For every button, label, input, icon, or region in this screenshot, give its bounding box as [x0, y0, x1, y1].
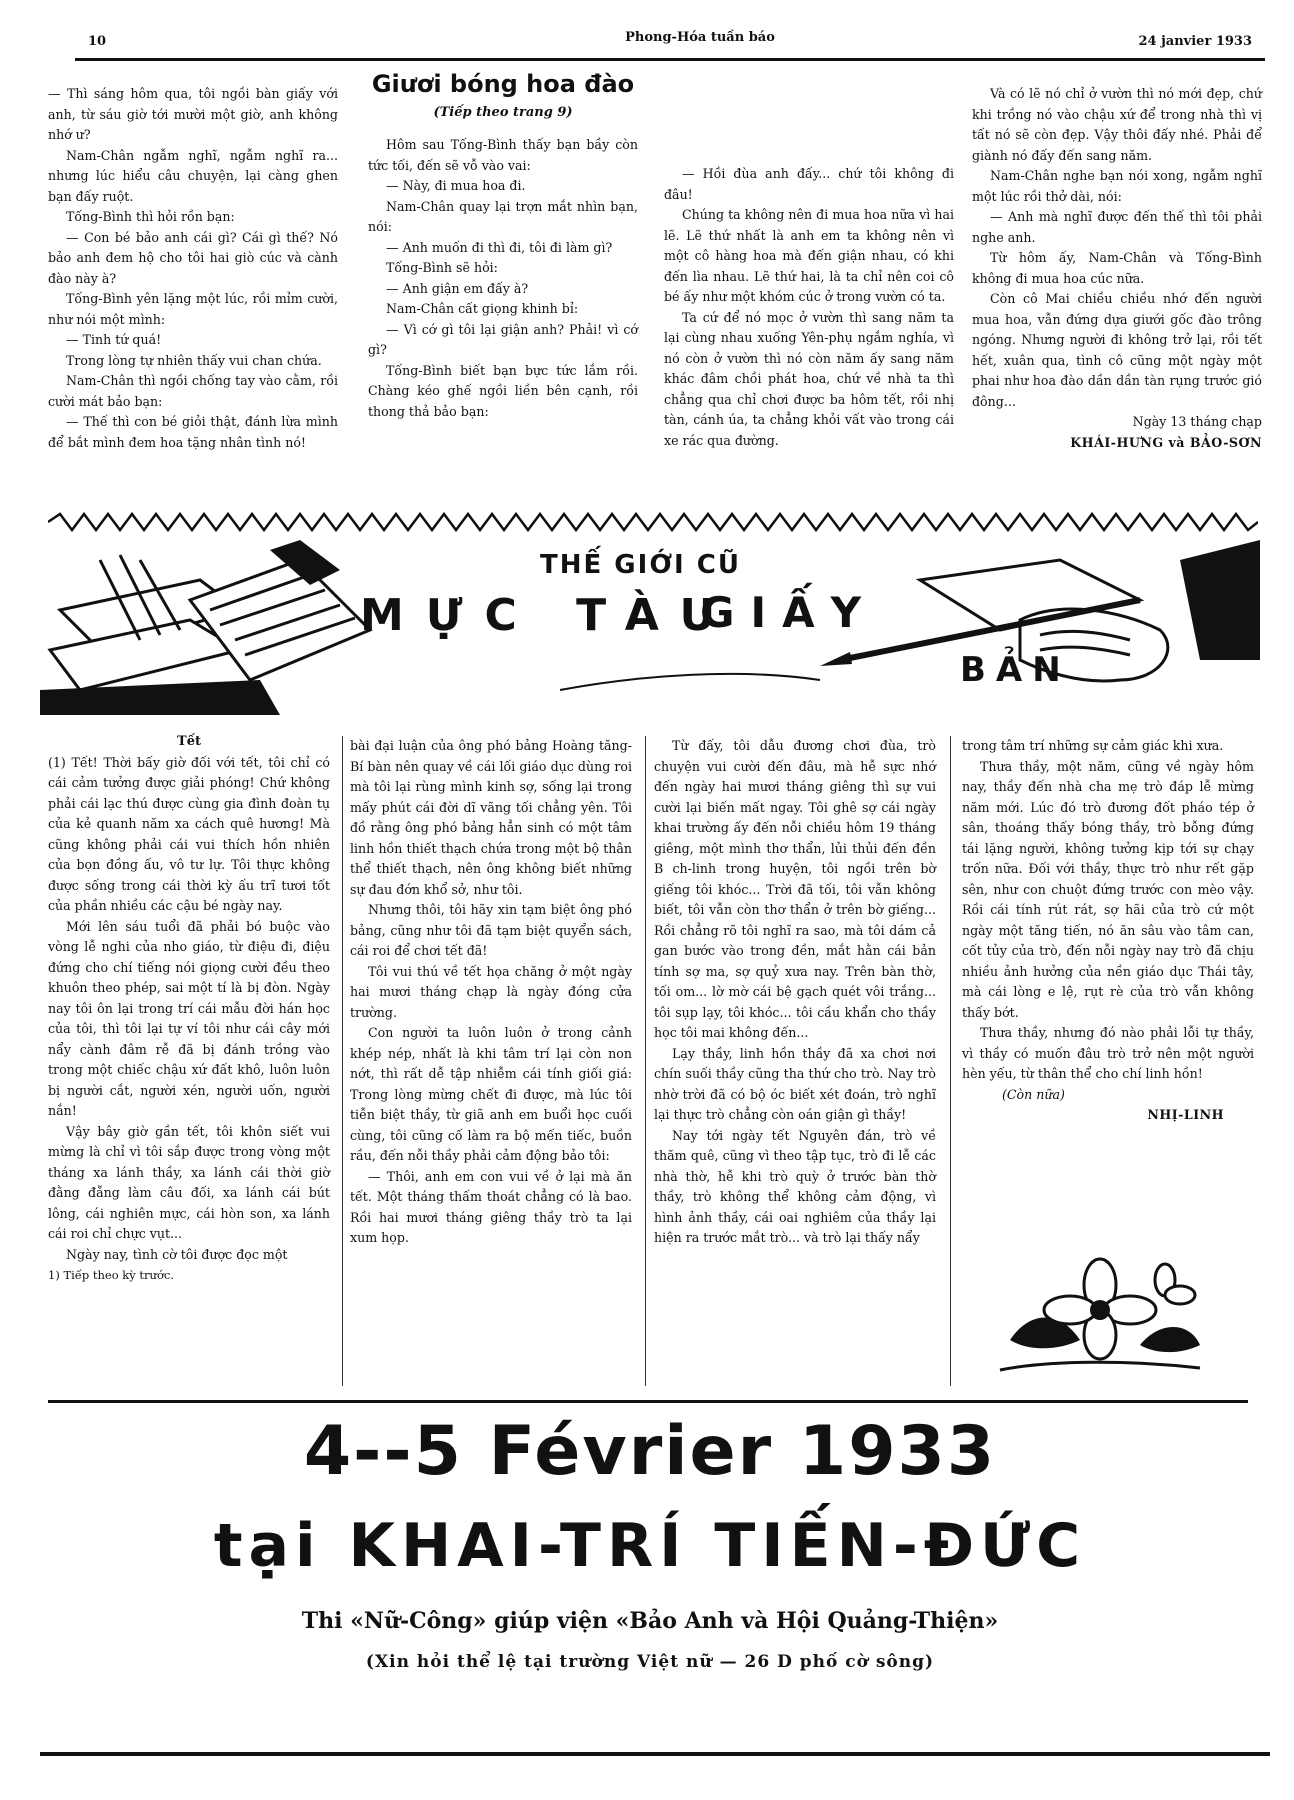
ad-date: 4--5 Février 1933: [303, 1412, 997, 1491]
ad-top-rule: [48, 1400, 1248, 1403]
column-rule: [950, 736, 951, 1386]
paragraph: Từ hôm ấy, Nam-Chân và Tống-Bình không đi mua hoa cúc nữa.: [972, 250, 1262, 286]
paper-name: Phong-Hóa tuần báo: [625, 30, 775, 45]
paragraph: Còn cô Mai chiều chiều nhớ đến người mua hoa, vẫn đứng dựa giưới gốc đào trông ngóng. Nhưng người đi không trở lại, rồi tết hết, xuân qua, tình cô cũng một ngày một phai như hoa đào dần dần tàn rụng trước gió đông...: [972, 291, 1262, 409]
banner-title-line: THẾ GIỚI CŨ: [540, 550, 741, 580]
paragraph: Tống-Bình yên lặng một lúc, rồi mỉm cười, như nói một mình:: [48, 291, 338, 327]
paragraph: Nhưng thôi, tôi hãy xin tạm biệt ông phó bảng, cũng như tôi đã tạm biệt quyển sách, cái roi để chơi tết đã!: [350, 902, 632, 958]
paragraph: Nam-Chân quay lại trợn mắt nhìn bạn, nói:: [368, 198, 638, 234]
paragraph: Thưa thầy, một năm, cũng về ngày hôm nay, thầy đến nhà cha mẹ trò đáp lễ mừng năm mới. Lúc đó trò đương đốt pháo tép ở sân, thoáng thấy bóng thầy, trò bỗng đứng tái lặng người, không tưởng kịp tới sự chạy trốn nữa. Đối với thầy, thực trò như rết gặp sên, như con chuột đứng trước con mèo vậy. Rồi cái tính rút rát, sợ hãi của trò cứ một ngày một tăng tiến, nó ăn sâu vào tâm can, cốt tủy của trò, đến nỗi ngày nay trò đã chịu nhiều ảnh hưởng của nền giáo dục Thái tây, mà cái lòng e lệ, rụt rè của trò vẫn không thấy bớt.: [962, 758, 1254, 1020]
story1-col4: [972, 84, 1262, 453]
paragraph: Hôm sau Tống-Bình thấy bạn bầy còn tức tối, đến sẽ vỗ vào vai:: [368, 137, 638, 173]
story2-col4: [962, 736, 1254, 1126]
paragraph: Vậy bây giờ gần tết, tôi khôn siết vui mừng là chỉ vì tôi sắp được trong vòng một tháng xa lánh thầy, xa lánh cái thời giờ đằng đẵng làm câu đối, xa lánh cái bút lông, cái nghiên mực, cái hòn son, xa lánh cái roi chỉ chực vụt...: [48, 1123, 330, 1241]
ad-inquiry-note: (Xin hỏi thể lệ tại trường Việt nữ — 26 D phố cờ sông): [365, 1652, 935, 1672]
story2-heading: Tết: [177, 734, 201, 749]
banner-word-giay: GIẤY: [700, 588, 878, 637]
ad-contest-line: Thi «Nữ-Công» giúp viện «Bảo Anh và Hội Quảng-Thiện»: [301, 1608, 999, 1634]
paragraph: Và có lẽ nó chỉ ở vườn thì nó mới đẹp, chứ khi trồng nó vào chậu xứ để trong nhà thì vị tất nó sẽ còn đẹp. Vậy thôi đấy nhé. Phải để giành nó đấy đến sang năm.: [972, 86, 1262, 163]
ad-place: tại KHAI-TRÍ TIẾN-ĐỨC: [213, 1511, 1087, 1581]
paragraph: Nam-Chân cất giọng khinh bỉ:: [386, 301, 579, 316]
paragraph: — Anh mà nghĩ được đến thế thì tôi phải nghe anh.: [972, 209, 1262, 245]
paragraph: — Thì sáng hôm qua, tôi ngồi bàn giấy với anh, từ sáu giờ tới mười một giờ, anh không nhớ ư?: [48, 86, 338, 142]
paragraph: — Con bé bảo anh cái gì? Cái gì thế? Nó bảo anh đem hộ cho tôi hai giò cúc và cành đào này à?: [48, 229, 338, 286]
paragraph: — Tinh tứ quá!: [66, 332, 162, 347]
event-advertisement: [40, 1410, 1260, 1672]
paragraph: trong tâm trí những sự cảm giác khi xưa.: [962, 738, 1224, 753]
paragraph: Trong lòng tự nhiên thấy vui chan chứa.: [66, 352, 322, 368]
zigzag-divider: [48, 510, 1258, 534]
paragraph: Nam-Chân thì ngồi chống tay vào cằm, rồi cười mát bảo bạn:: [48, 373, 338, 409]
page-header: [80, 30, 1260, 52]
paragraph: Tống-Bình sẽ hỏi:: [386, 260, 498, 275]
story1-date-line: Ngày 13 tháng chạp: [1132, 414, 1262, 429]
header-rule: [75, 58, 1265, 61]
story1-col3: [664, 164, 954, 451]
issue-date: 24 janvier 1933: [1138, 34, 1252, 49]
story1-col2: [368, 70, 638, 422]
paragraph: — Thế thì con bé giỏi thật, đánh lừa mình để bắt mình đem hoa tặng nhân tình nó!: [48, 414, 338, 450]
footnote: 1) Tiếp theo kỳ trước.: [48, 1268, 174, 1282]
story1-title: Giươi bóng hoa đào: [371, 70, 635, 98]
paragraph: bài đại luận của ông phó bảng Hoàng tăng-Bí bàn nên quay về cái lối giáo dục dùng roi mà tôi lại rùng mình kinh sợ, sống lại trong mấy phút cái đời dĩ vãng tối chẳng yên. Tôi đồ rằng ông phó bảng hẳn sinh có một tâm linh hồn thiết thạch chứa trong một bộ thân thể thiết thạch, nên ông không biết những sự đau đớn khổ sở, như tôi.: [350, 738, 632, 897]
story2-author: NHỊ-LINH: [1147, 1107, 1224, 1122]
paragraph: Ta cứ để nó mọc ở vườn thì sang năm ta lại cùng nhau xuống Yên-phụ ngắm nghía, vì nó còn ở vườn thì nó còn năm ấy sang năm khác đâm chồi phát hoa, chứ về nhà ta thì chẳng qua chỉ chơi được ba hôm tết, rồi nhị tàn, cánh úa, ta chẳng khỏi vất vào trong cái xe rác qua đường.: [664, 309, 954, 448]
paragraph: Mới lên sáu tuổi đã phải bó buộc vào vòng lễ nghi của nho giáo, từ điệu đi, điệu đứng cho chí tiếng nói giọng cười đều theo khuôn theo phép, sai một tí là bị đòn. Ngày nay tôi ôn lại trong trí cái mẫu đời hán học của tôi, thì tôi lại tự ví tôi như cái cây mới nẩy cành đâm rễ đã bị đánh trồng vào trong một chiếc chậu xứ đất khô, luôn luôn bị người cắt, người xén, người uốn, người nắn!: [48, 918, 330, 1118]
page-number: 10: [88, 34, 107, 49]
story1-authors: KHÁI-HƯNG và BẢO-SƠN: [1070, 434, 1262, 450]
paragraph: Tống-Bình thì hỏi rồn bạn:: [66, 209, 235, 224]
story1-continued: (Tiếp theo trang 9): [433, 104, 573, 120]
story1-col1: [48, 84, 338, 453]
flower-ornament-icon: [990, 1250, 1210, 1380]
paragraph: Lạy thầy, linh hồn thầy đã xa chơi nơi chín suối thầy cũng tha thứ cho trò. Nay trò nhờ trời đã có bộ óc biết xét đoán, trò nghĩ lại thực trò chẳng còn oán giận gì thầy!: [654, 1045, 936, 1122]
column-rule: [342, 736, 343, 1386]
paragraph: — Vì cớ gì tôi lại giận anh? Phải! vì cớ gì?: [368, 321, 638, 357]
paragraph: (1) Tết! Thời bấy giờ đối với tết, tôi chỉ có cái cảm tưởng được giải phóng! Chứ không phải cái lạc thú được cùng gia đình đoàn tụ của kẻ quanh năm xa cách quê hương! Mà cũng không phải cái vui thích hồn nhiên của bọn đồng ấu, vô tư lự. Tôi thực không được sống trong cái thời kỳ ấu trĩ tươi tốt của phần nhiều các cậu bé ngày nay.: [48, 754, 330, 913]
story2-col1: [48, 732, 330, 1286]
paragraph: Nam-Chân ngẫm nghĩ, ngẫm nghĩ ra... nhưng lúc hiểu câu chuyện, lại càng ghen bạn đấy ruột.: [48, 147, 338, 204]
story2-col3: [654, 736, 936, 1249]
story2-col2: [350, 736, 632, 1249]
paragraph: Ngày nay, tình cờ tôi được đọc một: [66, 1246, 288, 1262]
paragraph: — Anh muốn đi thì đi, tôi đi làm gì?: [386, 239, 613, 255]
paragraph: Chúng ta không nên đi mua hoa nữa vì hai lẽ. Lẽ thứ nhất là anh em ta không nên vì một cô hàng hoa mà đến giận nhau, có khi đến lìa nhau. Lẽ thứ hai, là ta chỉ nên coi cô bé ấy như một khóm cúc ở trong vườn có ta.: [664, 207, 954, 304]
paragraph: Tôi vui thú về tết họa chăng ở một ngày hai mươi tháng chạp là ngày đóng cửa trường.: [350, 963, 632, 1020]
paragraph: Con người ta luôn luôn ở trong cảnh khép nép, nhất là khi tâm trí lại còn non nớt, thì rất dễ tập nhiễm cái tính giối giá: Trong lòng mừng chết đi được, mà lúc tôi tiễn biệt thầy, từ giã anh em buổi học cuối cùng, tôi cũng cố làm ra bộ mến tiếc, buồn rầu, đến nỗi thầy phải cảm động bảo tôi:: [350, 1025, 632, 1163]
paragraph: Thưa thầy, nhưng đó nào phải lỗi tự thầy, vì thầy có muốn đâu trò trở nên một người hèn yếu, từ thân thể cho chí linh hồn!: [962, 1025, 1254, 1081]
banner-word-muc-tau: MỰC TÀU: [360, 590, 738, 641]
bottom-rule: [40, 1752, 1270, 1756]
section-banner: [40, 540, 1260, 720]
paragraph: Nam-Chân nghe bạn nói xong, ngẫm nghĩ một lúc rồi thở dài, nói:: [972, 168, 1262, 204]
paragraph: — Hồi đùa anh đấy... chứ tôi không đi đâu!: [664, 166, 954, 202]
paragraph: — Thôi, anh em con vui về ở lại mà ăn tết. Một tháng thấm thoát chẳng có là bao. Rồi hai mươi tháng giêng thầy trò ta lại xum họp.: [350, 1168, 632, 1245]
banner-word-ban: BẢN: [960, 650, 1071, 690]
paragraph: — Này, đi mua hoa đi.: [386, 178, 526, 193]
column-rule: [645, 736, 646, 1386]
paragraph: — Anh giận em đấy à?: [386, 280, 529, 296]
paragraph: Từ đấy, tôi dẫu đương chơi đùa, trò chuyện vui cười đến đâu, mà hễ sực nhớ đến ngày hai mươi tháng giêng thì sự vui cười lại biến mất ngay. Tôi ghê sợ cái ngày khai trường ấy đến nỗi chiều hôm 19 tháng giêng, một mình thơ thẩn, lủi thủi đến đền B ch-linh trong huyện, tôi ngồi trên bờ giếng tôi khóc... Trời đã tối, tôi vẫn không biết, tôi vẫn còn thơ thẩn ở trên bờ giếng... Rồi chẳng rõ tôi nghĩ ra sao, mà tôi dám cả gan bước vào trong đền, mắt hằn cái bản tính sợ ma, sợ quỷ xưa nay. Trên bàn thờ, tối om... lờ mờ cái bệ gạch quét vôi trắng... tôi sụp lạy, tôi khóc... tôi cầu khẩn cho thầy học tôi mai không đến...: [654, 738, 936, 1040]
paragraph: Tống-Bình biết bạn bực tức lắm rồi. Chàng kéo ghế ngồi liền bên cạnh, rồi thong thả bảo bạn:: [368, 362, 638, 419]
continued-note: (Còn nữa): [1002, 1086, 1065, 1102]
paragraph: Nay tới ngày tết Nguyên đán, trò về thăm quê, cũng vì theo tập tục, trò đi lễ các nhà thờ, hễ khi trò quỳ ở trước bàn thờ thầy, trò không thể không cảm động, vì hình ảnh thầy, cái oai nghiêm của thầy lại hiện ra trước mắt trò... và trò lại thấy nẩy: [654, 1127, 936, 1245]
